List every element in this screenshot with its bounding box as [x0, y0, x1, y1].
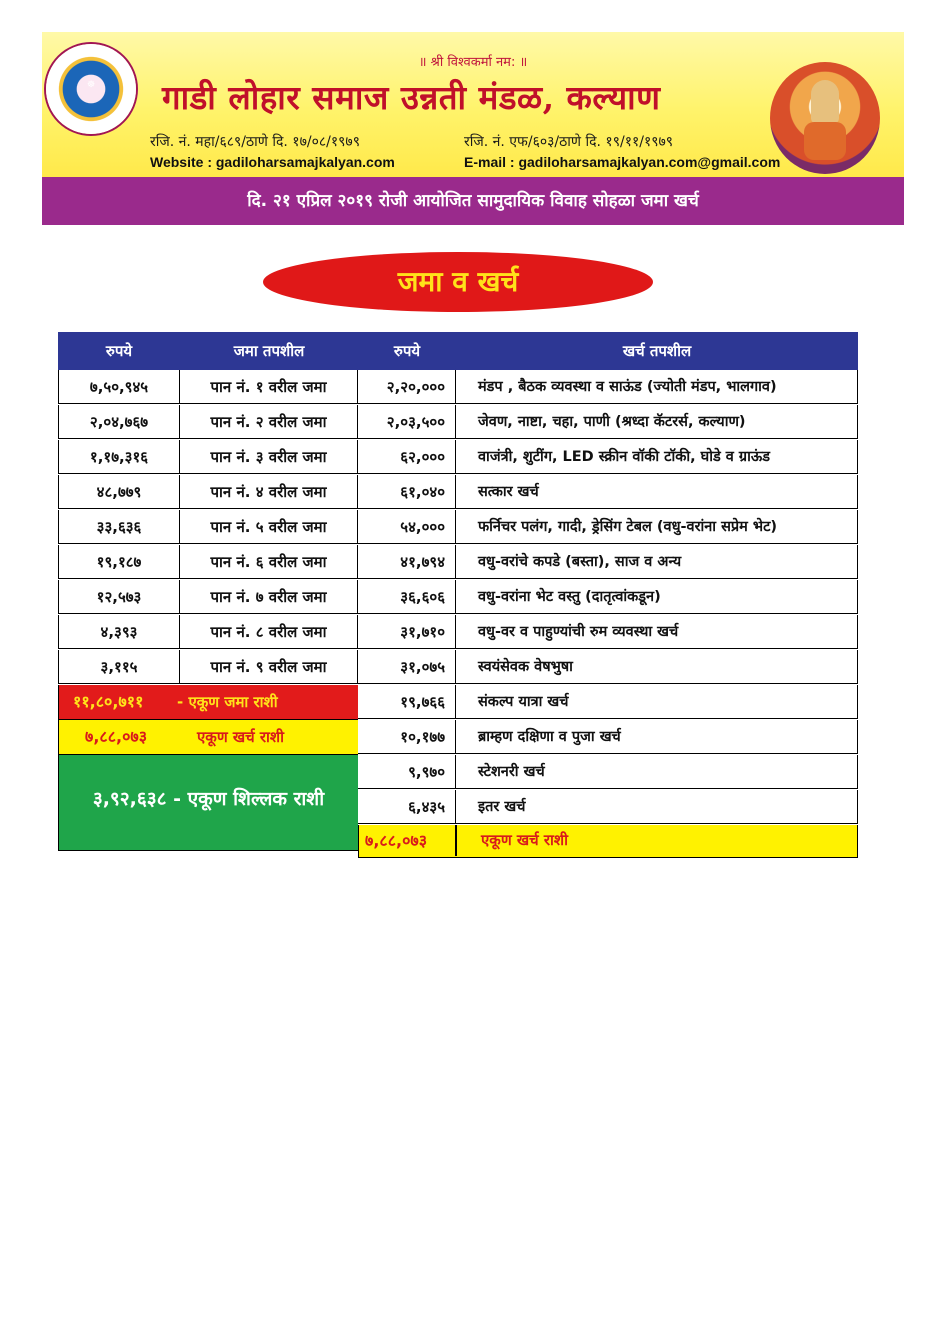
table-row — [58, 790, 858, 825]
website-text: Website : gadiloharsamajkalyan.com — [150, 154, 395, 170]
table-row — [58, 755, 858, 790]
total-expense-amount: ७,८८,०७३ — [85, 727, 148, 746]
organization-logo-icon: ☸ — [46, 44, 136, 134]
expense-desc: स्टेशनरी खर्च — [456, 755, 858, 789]
invocation-text: ॥ श्री विश्वकर्मा नम: ॥ — [418, 55, 528, 70]
table-row — [58, 510, 858, 545]
income-desc: पान नं. ८ वरील जमा — [180, 615, 358, 649]
table-row — [58, 440, 858, 475]
table-row — [58, 615, 858, 650]
col-income-details: जमा तपशील — [233, 342, 305, 360]
expense-desc: वधु-वरांना भेट वस्तु (दातृत्वांकडून) — [456, 580, 858, 614]
balance-text: ३,९२,६३८ - एकूण शिल्लक राशी — [92, 788, 325, 810]
table-row — [58, 370, 858, 405]
table-row — [58, 475, 858, 510]
expense-desc: इतर खर्च — [456, 790, 858, 824]
grand-total-expense-amount: ७,८८,०७३ — [365, 831, 428, 850]
total-income-amount: ११,८०,७११ — [73, 692, 144, 711]
table-row — [58, 650, 858, 685]
income-desc: पान नं. ७ वरील जमा — [180, 580, 358, 614]
table-row — [58, 580, 858, 615]
expense-amount: ३१,७१० — [358, 615, 456, 649]
expense-desc: संकल्प यात्रा खर्च — [456, 685, 858, 719]
income-desc: पान नं. २ वरील जमा — [180, 405, 358, 439]
page-heading: जमा व खर्च — [263, 252, 653, 312]
income-desc: पान नं. ९ वरील जमा — [180, 650, 358, 684]
income-amount: १,१७,३१६ — [58, 440, 180, 474]
expense-desc: वधु-वरांचे कपडे (बस्ता), साज व अन्य — [456, 545, 858, 579]
expense-amount: ६,४३५ — [358, 790, 456, 824]
income-desc: पान नं. १ वरील जमा — [180, 370, 358, 404]
expense-amount: १०,१७७ — [358, 720, 456, 754]
income-desc: पान नं. ६ वरील जमा — [180, 545, 358, 579]
table-row — [58, 720, 858, 755]
income-amount: २,०४,७६७ — [58, 405, 180, 439]
table-row — [58, 405, 858, 440]
income-amount: ४८,७७९ — [58, 475, 180, 509]
expense-amount: १९,७६६ — [358, 685, 456, 719]
expense-amount: ६१,०४० — [358, 475, 456, 509]
income-amount: ७,५०,९४५ — [58, 370, 180, 404]
col-expense-details: खर्च तपशील — [622, 342, 692, 360]
expense-amount: ९,९७० — [358, 755, 456, 789]
income-amount: ३३,६३६ — [58, 510, 180, 544]
expense-desc: मंडप , बैठक व्यवस्था व साऊंड (ज्योती मंडप, भालगाव) — [456, 370, 858, 404]
col-expense-amount: रुपये — [393, 342, 421, 360]
table-row — [58, 545, 858, 580]
expense-desc: ब्राम्हण दक्षिणा व पुजा खर्च — [456, 720, 858, 754]
expense-desc: सत्कार खर्च — [456, 475, 858, 509]
col-income-amount: रुपये — [105, 342, 133, 360]
organization-name: गाडी लोहार समाज उन्नती मंडळ, कल्याण — [162, 78, 661, 117]
expense-amount: ३१,०७५ — [358, 650, 456, 684]
expense-amount: ५४,००० — [358, 510, 456, 544]
email-text: E-mail : gadiloharsamajkalyan.com@gmail.com — [464, 154, 781, 170]
income-desc: पान नं. ५ वरील जमा — [180, 510, 358, 544]
expense-amount: ३६,६०६ — [358, 580, 456, 614]
expense-desc: वाजंत्री, शुटींग, LED स्क्रीन वॉकी टॉकी, घोडे व ग्राऊंड — [456, 440, 858, 474]
grand-total-expense-label: एकूण खर्च राशी — [481, 831, 569, 849]
grand-total-expense-row — [358, 825, 858, 858]
income-amount: ४,३९३ — [58, 615, 180, 649]
event-subtitle: दि. २१ एप्रिल २०१९ रोजी आयोजित सामुदायिक विवाह सोहळा जमा खर्च — [42, 177, 904, 225]
expense-desc: स्वयंसेवक वेषभुषा — [456, 650, 858, 684]
header-banner — [42, 32, 904, 177]
total-income-band — [58, 685, 358, 720]
expense-amount: ४१,७९४ — [358, 545, 456, 579]
total-expense-label: एकूण खर्च राशी — [197, 728, 285, 746]
deity-image-icon — [770, 62, 880, 174]
income-desc: पान नं. ४ वरील जमा — [180, 475, 358, 509]
total-income-label: - एकूण जमा राशी — [177, 693, 278, 711]
expense-amount: २,२०,००० — [358, 370, 456, 404]
expense-amount: ६२,००० — [358, 440, 456, 474]
income-amount: ३,११५ — [58, 650, 180, 684]
income-desc: पान नं. ३ वरील जमा — [180, 440, 358, 474]
income-amount: १२,५७३ — [58, 580, 180, 614]
expense-desc: जेवण, नाष्टा, चहा, पाणी (श्रध्दा कॅटरर्स, कल्याण) — [456, 405, 858, 439]
expense-desc: वधु-वर व पाहुण्यांची रुम व्यवस्था खर्च — [456, 615, 858, 649]
registration-right: रजि. नं. एफ/६०३/ठाणे दि. १९/११/१९७९ — [464, 134, 674, 150]
table-header — [58, 332, 858, 370]
income-amount: १९,१८७ — [58, 545, 180, 579]
table-row — [58, 685, 858, 720]
registration-left: रजि. नं. महा/६८९/ठाणे दि. १७/०८/१९७९ — [150, 134, 360, 150]
total-expense-band — [58, 720, 358, 755]
expense-amount: २,०३,५०० — [358, 405, 456, 439]
expense-desc: फर्निचर पलंग, गादी, ड्रेसिंग टेबल (वधु-वरांना सप्रेम भेट) — [456, 510, 858, 544]
